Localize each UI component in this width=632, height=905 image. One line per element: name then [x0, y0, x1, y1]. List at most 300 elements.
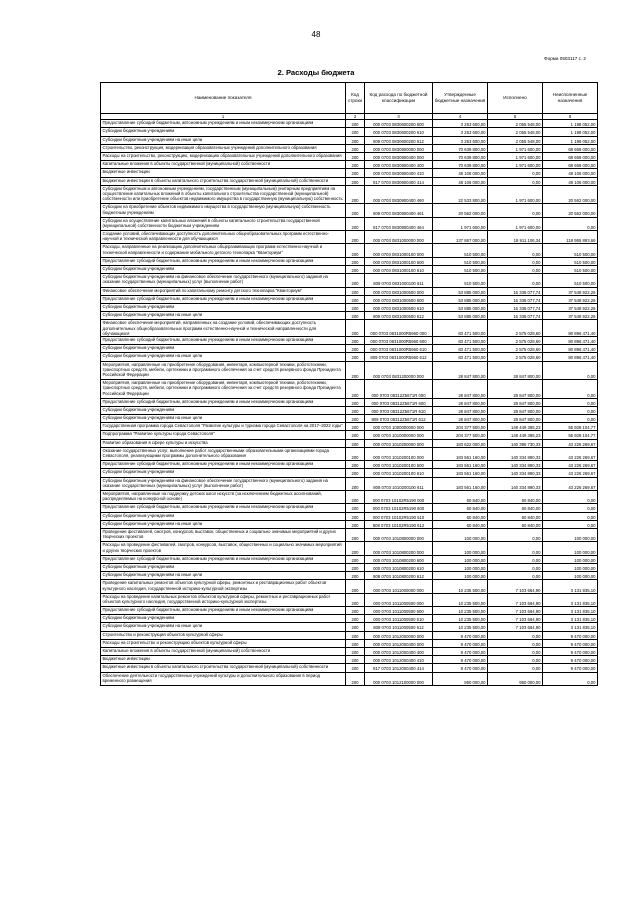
table-row: [101, 469, 598, 477]
row-line-code: 200: [346, 512, 365, 520]
row-executed: 28 847 800,00: [488, 380, 543, 399]
row-unexecuted: 3 131 835,10: [543, 615, 598, 623]
table-row: [101, 615, 598, 623]
row-expense-code: 817 0703 0830900400 414: [365, 177, 433, 185]
row-expense-code: 809 0703 0830900400 461: [365, 204, 433, 217]
table-row: [101, 361, 598, 380]
row-unexecuted: 43 226 269,67: [543, 469, 598, 477]
table-row: [101, 406, 598, 414]
table-row: [101, 639, 598, 647]
row-expense-code: 000 0703 0830900400 400: [365, 161, 433, 169]
row-expense-code: 000 0703 0830600200 600: [365, 120, 433, 128]
row-name: Субсидии на осуществление капитальных вложений в объекты капитального строительства государственной (муниципальной) собственности бюджетным учреждениям: [101, 217, 346, 230]
row-approved: 510 500,00: [433, 244, 488, 257]
row-name: Расходы на строительство, реконструкцию, модернизацию образовательных учреждений дополнительного образования: [101, 152, 346, 160]
column-number: 5: [488, 114, 543, 120]
column-number: 4: [433, 114, 488, 120]
table-row: [101, 336, 598, 344]
row-line-code: 200: [346, 266, 365, 274]
row-approved: 9 470 000,00: [433, 664, 488, 672]
row-line-code: 200: [346, 439, 365, 447]
row-expense-code: 000 0703 1010200100 610: [365, 469, 433, 477]
page-number: 48: [311, 30, 321, 39]
row-unexecuted: 9 470 000,00: [543, 664, 598, 672]
row-unexecuted: 43 226 269,67: [543, 439, 598, 447]
row-name: Субсидии бюджетным учреждениям: [101, 469, 346, 477]
row-name: Оказание государственных услуг, выполнение работ государственными образовательными организациями города Севастополя, реализующими программы дополнительного образования: [101, 447, 346, 460]
row-name: Субсидии бюджетным учреждениям: [101, 512, 346, 520]
row-unexecuted: 0,00: [543, 491, 598, 504]
row-expense-code: 000 0703 1012000000 000: [365, 631, 433, 639]
row-executed: 140 334 890,33: [488, 477, 543, 490]
table-row: [101, 555, 598, 563]
row-approved: 83 471 500,00: [433, 345, 488, 353]
row-executed: 0,00: [488, 266, 543, 274]
row-executed: 148 449 395,23: [488, 423, 543, 431]
row-name: Финансовое обеспечение мероприятий по капитальному ремонту детского технопарка "Кванториум": [101, 287, 346, 295]
table-row: [101, 504, 598, 512]
row-unexecuted: 37 548 922,26: [543, 287, 598, 295]
row-executed: 16 336 077,74: [488, 295, 543, 303]
row-line-code: 200: [346, 406, 365, 414]
row-line-code: 200: [346, 415, 365, 423]
row-executed: 2 055 548,00: [488, 128, 543, 136]
row-executed: 0,00: [488, 664, 543, 672]
row-unexecuted: 80 896 471,40: [543, 336, 598, 344]
row-unexecuted: 100 000,00: [543, 572, 598, 580]
row-approved: 950 000,00: [433, 672, 488, 685]
row-executed: 0,00: [488, 631, 543, 639]
row-line-code: 200: [346, 336, 365, 344]
row-unexecuted: 100 000,00: [543, 563, 598, 571]
row-approved: 10 235 500,00: [433, 623, 488, 631]
row-line-code: 200: [346, 607, 365, 615]
row-executed: 0,00: [488, 528, 543, 541]
row-unexecuted: 55 928 104,77: [543, 431, 598, 439]
row-expense-code: 000 0703 0830600200 610: [365, 128, 433, 136]
row-executed: 60 840,00: [488, 491, 543, 504]
table-row: [101, 380, 598, 399]
row-name: Предоставление субсидий бюджетным, автономным учреждениям и иным некоммерческим организациям: [101, 607, 346, 615]
table-row: [101, 320, 598, 337]
row-expense-code: 000 0703 0830900000 000: [365, 144, 433, 152]
row-executed: 16 336 077,74: [488, 312, 543, 320]
row-executed: 0,00: [488, 572, 543, 580]
row-approved: 28 847 800,00: [433, 415, 488, 423]
column-number: 1: [101, 114, 346, 120]
row-name: Подпрограмма "Развитие культуры города Севастополя": [101, 431, 346, 439]
row-line-code: 200: [346, 623, 365, 631]
row-name: Субсидии бюджетным и автономным учреждениям, государственным (муниципальным) унитарным предприятиям на осуществление капитальных вложений в объекты капитального строительства государственной (муниципальной) собственности или приобретение объектов недвижимого имущества в государственную (муниципальную) собственность: [101, 185, 346, 204]
row-unexecuted: 55 928 104,77: [543, 423, 598, 431]
table-row: [101, 398, 598, 406]
row-approved: 3 253 600,00: [433, 128, 488, 136]
row-unexecuted: 100 000,00: [543, 555, 598, 563]
row-approved: 100 000,00: [433, 563, 488, 571]
row-expense-code: 808 0703 10102R5190 612: [365, 520, 433, 528]
row-executed: 0,00: [488, 244, 543, 257]
table-row: [101, 664, 598, 672]
row-approved: 83 471 500,00: [433, 336, 488, 344]
row-line-code: 200: [346, 136, 365, 144]
row-unexecuted: 0,00: [543, 406, 598, 414]
row-executed: 0,00: [488, 639, 543, 647]
row-expense-code: 000 0703 0831000R5960 600: [365, 336, 433, 344]
row-executed: 7 103 664,90: [488, 623, 543, 631]
row-name: Расходы на строительство и реконструкцию объектов культурной сферы: [101, 639, 346, 647]
row-unexecuted: 9 470 000,00: [543, 639, 598, 647]
row-expense-code: 809 0703 0831000100 611: [365, 274, 433, 287]
row-line-code: 200: [346, 152, 365, 160]
row-expense-code: 000 0703 08312Z5671R 000: [365, 380, 433, 399]
row-expense-code: 000 0703 0830900400 460: [365, 185, 433, 204]
row-name: Предоставление субсидий бюджетным, автономным учреждениям и иным некоммерческим организациям: [101, 504, 346, 512]
row-name: Предоставление субсидий бюджетным, автономным учреждениям и иным некоммерческим организациям: [101, 295, 346, 303]
row-unexecuted: 0,00: [543, 398, 598, 406]
row-expense-code: 809 0703 0831000R5960 612: [365, 353, 433, 361]
row-name: Субсидии бюджетным учреждениям: [101, 615, 346, 623]
row-unexecuted: 0,00: [543, 380, 598, 399]
row-executed: 140 334 890,33: [488, 469, 543, 477]
row-executed: 0,00: [488, 648, 543, 656]
row-executed: 18 911 106,34: [488, 231, 543, 244]
row-line-code: 200: [346, 664, 365, 672]
row-approved: 60 840,00: [433, 504, 488, 512]
row-approved: 204 377 500,00: [433, 431, 488, 439]
row-executed: 28 847 800,00: [488, 415, 543, 423]
row-expense-code: 000 0703 1010000000 000: [365, 431, 433, 439]
row-executed: 1 971 600,00: [488, 217, 543, 230]
table-row: [101, 477, 598, 490]
row-name: Субсидии бюджетным учреждениям на иные цели: [101, 520, 346, 528]
row-executed: 7 103 664,90: [488, 607, 543, 615]
row-line-code: 200: [346, 504, 365, 512]
column-number: 3: [365, 114, 433, 120]
row-name: Субсидии бюджетным учреждениям на иные цели: [101, 415, 346, 423]
table-row: [101, 345, 598, 353]
expenditure-table: [100, 82, 598, 686]
row-line-code: 200: [346, 120, 365, 128]
header-approved: Утвержденные бюджетные назначения: [433, 83, 488, 114]
table-row: [101, 274, 598, 287]
table-row: [101, 528, 598, 541]
row-unexecuted: 1 198 052,00: [543, 120, 598, 128]
row-executed: 7 103 664,90: [488, 593, 543, 606]
table-row: [101, 461, 598, 469]
row-line-code: 200: [346, 423, 365, 431]
row-line-code: 200: [346, 312, 365, 320]
row-line-code: 200: [346, 177, 365, 185]
table-row: [101, 128, 598, 136]
table-row: [101, 423, 598, 431]
row-expense-code: 000 0703 1010800200 600: [365, 555, 433, 563]
row-expense-code: 000 0703 0831200000 000: [365, 361, 433, 380]
row-approved: 53 885 000,00: [433, 287, 488, 295]
row-unexecuted: 68 668 000,00: [543, 161, 598, 169]
row-line-code: 200: [346, 491, 365, 504]
row-unexecuted: 0,00: [543, 520, 598, 528]
row-expense-code: 000 0703 0831000100 600: [365, 257, 433, 265]
row-expense-code: 000 0703 1011000000 000: [365, 580, 433, 593]
row-expense-code: 000 0703 1010800200 610: [365, 563, 433, 571]
row-approved: 70 639 800,00: [433, 144, 488, 152]
row-expense-code: 000 0703 0831000500 600: [365, 295, 433, 303]
row-line-code: 200: [346, 580, 365, 593]
row-name: Субсидии бюджетным учреждениям на финансовое обеспечение государственного (муниципального) задания на оказание государственных (муниципальных) услуг (выполнение работ): [101, 274, 346, 287]
row-line-code: 200: [346, 555, 365, 563]
row-expense-code: 000 0703 0830900400 410: [365, 169, 433, 177]
row-line-code: 200: [346, 477, 365, 490]
row-approved: 100 000,00: [433, 555, 488, 563]
row-expense-code: 000 0703 0831000R5960 610: [365, 345, 433, 353]
row-approved: 28 847 800,00: [433, 398, 488, 406]
row-approved: 183 561 160,00: [433, 477, 488, 490]
row-executed: 2 575 028,60: [488, 353, 543, 361]
row-executed: 0,00: [488, 169, 543, 177]
table-row: [101, 631, 598, 639]
row-expense-code: 000 0703 0831000100 610: [365, 266, 433, 274]
row-executed: 28 847 800,00: [488, 398, 543, 406]
row-unexecuted: 48 106 000,00: [543, 169, 598, 177]
row-unexecuted: 510 500,00: [543, 274, 598, 287]
row-approved: 183 561 160,00: [433, 461, 488, 469]
row-executed: 7 103 664,90: [488, 580, 543, 593]
row-expense-code: 000 0703 08312Z5671R 610: [365, 406, 433, 414]
row-executed: 28 847 800,00: [488, 406, 543, 414]
table-row: [101, 656, 598, 664]
row-name: Субсидии бюджетным учреждениям: [101, 345, 346, 353]
row-unexecuted: 510 500,00: [543, 244, 598, 257]
row-approved: 60 840,00: [433, 491, 488, 504]
row-executed: 0,00: [488, 563, 543, 571]
row-executed: 140 334 890,33: [488, 447, 543, 460]
table-header-row: [101, 83, 598, 114]
row-name: Субсидии бюджетным учреждениям на иные цели: [101, 136, 346, 144]
row-line-code: 200: [346, 217, 365, 230]
row-expense-code: 817 0703 1012000400 414: [365, 664, 433, 672]
table-row: [101, 520, 598, 528]
row-name: Субсидии бюджетным учреждениям на иные цели: [101, 623, 346, 631]
row-approved: 48 106 000,00: [433, 169, 488, 177]
row-executed: 2 575 028,60: [488, 345, 543, 353]
row-line-code: 200: [346, 204, 365, 217]
row-approved: 183 561 160,00: [433, 447, 488, 460]
table-row: [101, 623, 598, 631]
row-line-code: 200: [346, 431, 365, 439]
row-executed: 60 840,00: [488, 512, 543, 520]
row-expense-code: 000 0703 1012000400 400: [365, 648, 433, 656]
row-name: Субсидии бюджетным учреждениям на финансовое обеспечение государственного (муниципального) задания на оказание государственных (муниципальных) услуг (выполнение работ): [101, 477, 346, 490]
row-approved: 83 471 500,00: [433, 353, 488, 361]
row-line-code: 200: [346, 274, 365, 287]
row-unexecuted: 37 548 922,26: [543, 295, 598, 303]
table-row: [101, 266, 598, 274]
table-row: [101, 287, 598, 295]
row-name: Предоставление субсидий бюджетным, автономным учреждениям и иным некоммерческим организациям: [101, 120, 346, 128]
row-approved: 53 885 000,00: [433, 312, 488, 320]
table-row: [101, 304, 598, 312]
row-unexecuted: 68 668 000,00: [543, 152, 598, 160]
row-expense-code: 000 0703 0831000500 000: [365, 287, 433, 295]
row-expense-code: 817 0703 0830900400 464: [365, 217, 433, 230]
column-number: 2: [346, 114, 365, 120]
table-row: [101, 185, 598, 204]
row-executed: 148 449 395,23: [488, 431, 543, 439]
row-name: Предоставление субсидий бюджетным, автономным учреждениям и иным некоммерческим организациям: [101, 398, 346, 406]
row-name: Предоставление субсидий бюджетным, автономным учреждениям и иным некоммерческим организациям: [101, 555, 346, 563]
row-approved: 1 971 600,00: [433, 217, 488, 230]
table-row: [101, 144, 598, 152]
row-name: Проведение капитальных ремонтов объектов культурной сферы, ремонтных и реставрационных работ объектов культурного наследия, государственной историко-культурной экспертизы: [101, 580, 346, 593]
table-row: [101, 244, 598, 257]
row-approved: 60 840,00: [433, 512, 488, 520]
row-approved: 83 471 500,00: [433, 320, 488, 337]
row-unexecuted: 37 548 922,26: [543, 312, 598, 320]
table-row: [101, 217, 598, 230]
row-name: Обеспечение деятельности государственных учреждений культуры и дополнительного образования в период временного размещения: [101, 672, 346, 685]
row-line-code: 200: [346, 615, 365, 623]
row-approved: 53 885 000,00: [433, 295, 488, 303]
row-approved: 48 106 000,00: [433, 177, 488, 185]
row-expense-code: 000 0703 10102R5190 600: [365, 504, 433, 512]
row-unexecuted: 0,00: [543, 217, 598, 230]
row-name: Государственная программа города Севастополя "Развитие культуры и туризма города Севастополя на 2017–2022 годы": [101, 423, 346, 431]
row-expense-code: 000 0703 0831000500 610: [365, 304, 433, 312]
row-expense-code: 000 0703 1012000400 000: [365, 639, 433, 647]
table-row: [101, 447, 598, 460]
row-name: Субсидии бюджетным учреждениям: [101, 128, 346, 136]
row-expense-code: 000 0703 1012000400 410: [365, 656, 433, 664]
row-name: Проведение фестивалей, смотров, конкурсов, выставок, общественных и социально значимых мероприятий и других творческих проектов: [101, 528, 346, 541]
row-name: Бюджетные инвестиции: [101, 169, 346, 177]
row-unexecuted: 3 131 835,10: [543, 580, 598, 593]
row-executed: 1 971 600,00: [488, 185, 543, 204]
table-row: [101, 672, 598, 685]
row-line-code: 200: [346, 144, 365, 152]
row-approved: 10 235 500,00: [433, 580, 488, 593]
row-expense-code: 808 0703 1010200100 611: [365, 477, 433, 490]
row-unexecuted: 48 106 000,00: [543, 177, 598, 185]
row-approved: 3 253 600,00: [433, 120, 488, 128]
row-approved: 183 622 000,00: [433, 439, 488, 447]
row-line-code: 200: [346, 469, 365, 477]
row-unexecuted: 80 896 471,40: [543, 320, 598, 337]
row-line-code: 200: [346, 672, 365, 685]
row-executed: 140 334 890,33: [488, 461, 543, 469]
row-executed: 60 840,00: [488, 520, 543, 528]
row-name: Субсидии бюджетным учреждениям: [101, 266, 346, 274]
row-expense-code: 000 0703 1000000000 000: [365, 423, 433, 431]
table-row: [101, 593, 598, 606]
row-line-code: 200: [346, 656, 365, 664]
row-unexecuted: 20 562 000,00: [543, 204, 598, 217]
row-approved: 100 000,00: [433, 572, 488, 580]
row-name: Расходы на проведение фестивалей, смотров, конкурсов, выставок, общественных и социально значимых мероприятий и других творческих проектов: [101, 542, 346, 555]
row-unexecuted: 3 131 835,10: [543, 623, 598, 631]
row-approved: 9 470 000,00: [433, 639, 488, 647]
table-row: [101, 563, 598, 571]
row-expense-code: 000 0703 0831000100 000: [365, 244, 433, 257]
row-unexecuted: 510 500,00: [543, 266, 598, 274]
row-approved: 9 470 000,00: [433, 631, 488, 639]
header-expense-code: Код расхода по бюджетной классификации: [365, 83, 433, 114]
row-executed: 2 575 028,60: [488, 336, 543, 344]
row-expense-code: 808 0703 1010800200 612: [365, 572, 433, 580]
row-line-code: 200: [346, 361, 365, 380]
row-unexecuted: 100 000,00: [543, 542, 598, 555]
table-row: [101, 512, 598, 520]
row-line-code: 200: [346, 398, 365, 406]
row-approved: 100 000,00: [433, 528, 488, 541]
row-expense-code: 000 0703 1011000500 600: [365, 607, 433, 615]
row-name: Мероприятия, направленные на приобретение оборудования, инвентаря, компьютерной техники, робототехники, транспортных средств, мебели, оргтехники и программного обеспечения за счет средств резервного фонда Президента Российской Федерации: [101, 361, 346, 380]
table-row: [101, 648, 598, 656]
row-unexecuted: 20 562 000,00: [543, 185, 598, 204]
table-row: [101, 491, 598, 504]
row-approved: 510 500,00: [433, 274, 488, 287]
row-unexecuted: 118 955 893,66: [543, 231, 598, 244]
row-approved: 20 562 000,00: [433, 204, 488, 217]
row-unexecuted: 100 000,00: [543, 528, 598, 541]
row-name: Расходы, направленные на реализацию дополнительных общеразвивающих программ естественно-научной и технической направленности и содержание мобильного детского технопарка "Кванториум": [101, 244, 346, 257]
row-executed: 0,00: [488, 542, 543, 555]
row-name: Мероприятия, направленные на поддержку детских школ искусств (за исключением бюджетных ассигнований, распределяемых на конкурсной основе): [101, 491, 346, 504]
row-executed: 2 055 548,00: [488, 136, 543, 144]
row-line-code: 200: [346, 320, 365, 337]
table-body: [101, 120, 598, 686]
row-approved: 60 840,00: [433, 520, 488, 528]
table-row: [101, 580, 598, 593]
row-line-code: 200: [346, 631, 365, 639]
row-name: Мероприятия, направленные на приобретение оборудования, инвентаря, компьютерной техники, робототехники, транспортных средств, мебели, оргтехники и программного обеспечения за счет средств резервного фонда Президента Российской Федерации: [101, 380, 346, 399]
row-line-code: 200: [346, 231, 365, 244]
row-expense-code: 000 0703 1011000500 000: [365, 593, 433, 606]
row-line-code: 200: [346, 520, 365, 528]
table-row: [101, 204, 598, 217]
header-unexecuted: Неисполненные назначения: [543, 83, 598, 114]
row-name: Создание условий, обеспечивающих доступность дополнительных общеобразовательных программ естественно-научной и технической направленности для обучающихся: [101, 231, 346, 244]
row-unexecuted: 68 668 000,00: [543, 144, 598, 152]
row-unexecuted: 510 500,00: [543, 257, 598, 265]
row-executed: 0,00: [488, 555, 543, 563]
row-unexecuted: 9 470 000,00: [543, 631, 598, 639]
row-approved: 28 847 800,00: [433, 361, 488, 380]
row-line-code: 200: [346, 648, 365, 656]
table-row: [101, 257, 598, 265]
row-line-code: 200: [346, 563, 365, 571]
row-unexecuted: 80 896 471,40: [543, 345, 598, 353]
row-executed: 140 395 730,33: [488, 439, 543, 447]
table-row: [101, 295, 598, 303]
row-approved: 100 000,00: [433, 542, 488, 555]
row-executed: 16 336 077,74: [488, 287, 543, 295]
row-name: Субсидии бюджетным учреждениям на иные цели: [101, 353, 346, 361]
row-line-code: 200: [346, 639, 365, 647]
row-line-code: 200: [346, 295, 365, 303]
row-executed: 0,00: [488, 257, 543, 265]
row-line-code: 200: [346, 542, 365, 555]
row-unexecuted: 80 896 471,40: [543, 353, 598, 361]
row-unexecuted: 0,00: [543, 415, 598, 423]
row-name: Развитие образования в сфере культуры и искусства: [101, 439, 346, 447]
row-approved: 10 235 500,00: [433, 607, 488, 615]
row-unexecuted: 3 131 835,10: [543, 607, 598, 615]
header-line-code: Код строки: [346, 83, 365, 114]
row-executed: 1 971 600,00: [488, 152, 543, 160]
row-line-code: 200: [346, 447, 365, 460]
row-line-code: 200: [346, 169, 365, 177]
row-approved: 137 867 000,00: [433, 231, 488, 244]
